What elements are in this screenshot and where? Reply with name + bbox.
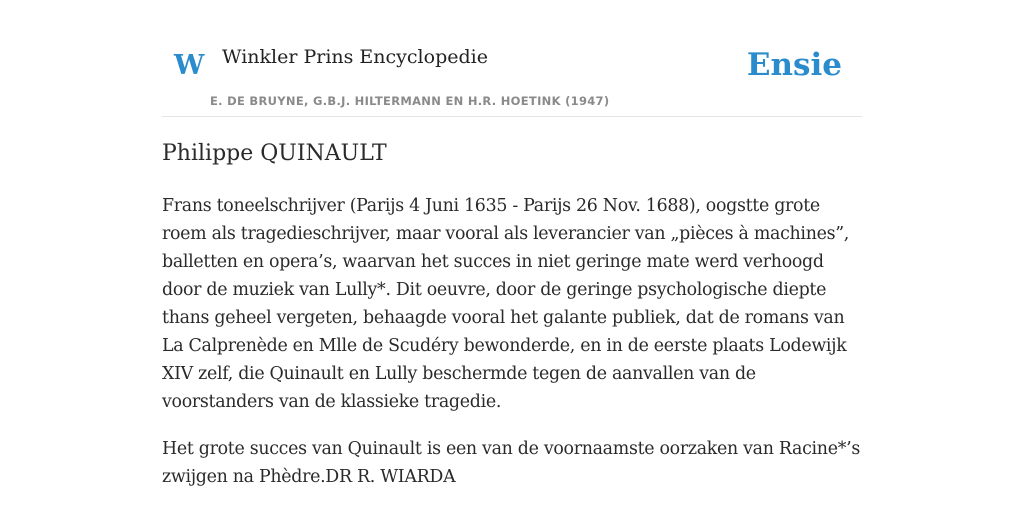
article-paragraph: Het grote succes van Quinault is een van de voornaamste oorzaken van Racine*’s zwijgen na Phèdre.DR R. WIARDA	[162, 439, 860, 487]
article-title: Philippe QUINAULT	[162, 141, 387, 166]
ensie-brand-link[interactable]: Ensie	[746, 47, 842, 83]
page	[162, 0, 862, 512]
article-paragraph: Frans toneelschrijver (Parijs 4 Juni 1635 - Parijs 26 Nov. 1688), oogstte grote roem als tragedieschrijver, maar vooral als leverancier van „pièces à machines”, balletten en opera’s, waarvan het succes in niet geringe mate werd verhoogd door de muziek van Lully*. Dit oeuvre, door de geringe psychologische diepte thans geheel vergeten, behaagde vooral het galante publiek, dat de romans van La Calprenède en Mlle de Scudéry bewonderde, en in de eerste plaats Lodewijk XIV zelf, die Quinault en Lully beschermde tegen de aanvallen van de voorstanders van de klassieke tragedie.	[162, 196, 850, 412]
site-header	[162, 0, 862, 117]
publication-authors: E. DE BRUYNE, G.B.J. HILTERMANN EN H.R. HOETINK (1947)	[210, 94, 610, 108]
winkler-prins-logo[interactable]: W	[174, 50, 205, 81]
publication-title[interactable]: Winkler Prins Encyclopedie	[222, 46, 488, 68]
article-body	[162, 192, 862, 510]
